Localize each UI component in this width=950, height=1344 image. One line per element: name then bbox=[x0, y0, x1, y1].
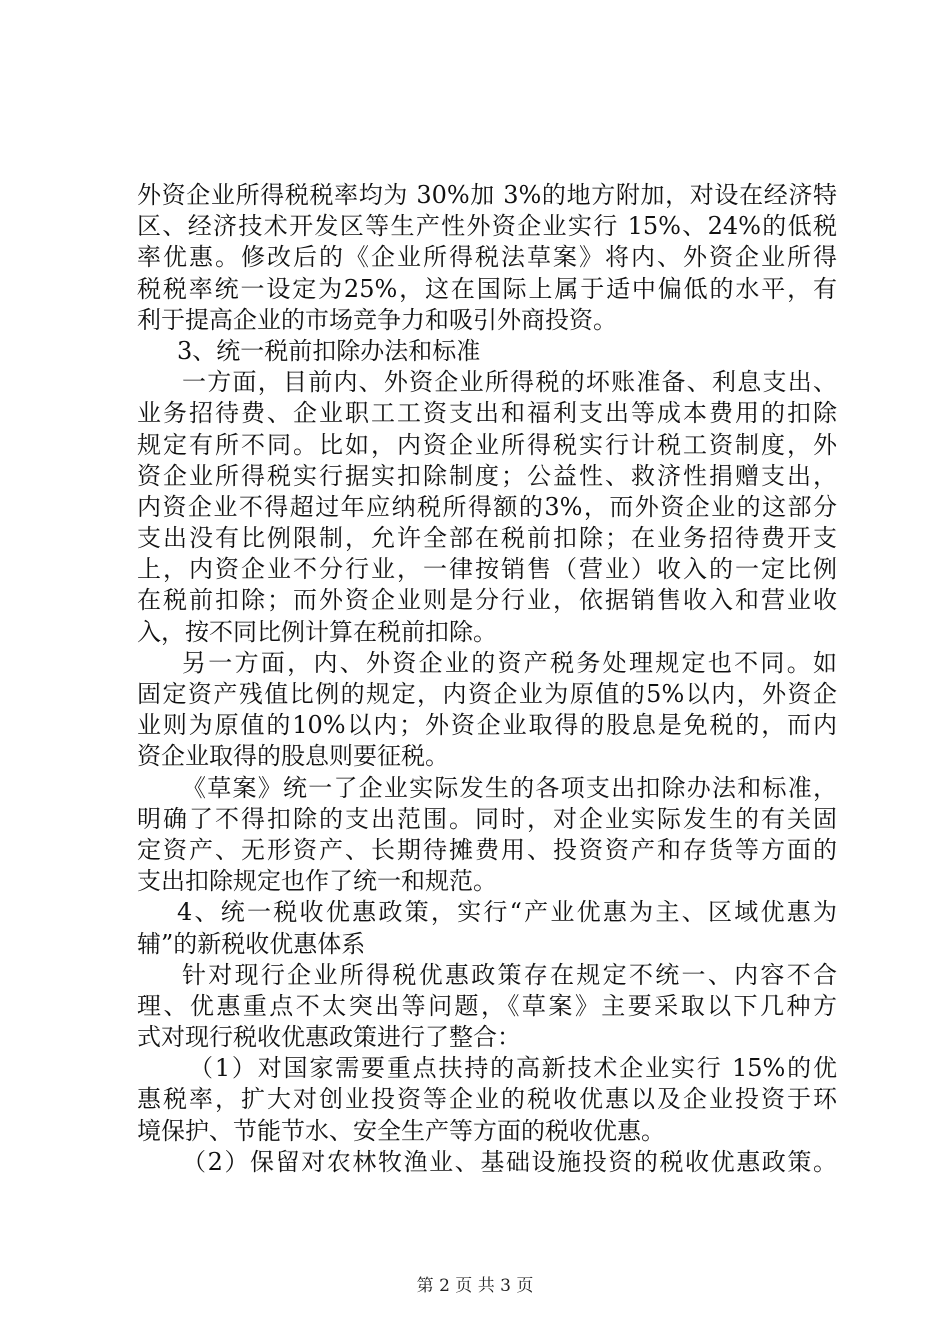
text-line: 一方面，目前内、外资企业所得税的坏账准备、利息支出、 bbox=[182, 368, 837, 397]
text-line: 上，内资企业不分行业，一律按销售（营业）收入的一定比例 bbox=[137, 555, 837, 584]
text-line: 资企业取得的股息则要征税。 bbox=[137, 742, 449, 771]
text-line: 区、经济技术开发区等生产性外资企业实行 15%、24%的低税 bbox=[137, 212, 837, 241]
text-line: 另一方面，内、外资企业的资产税务处理规定也不同。如 bbox=[182, 648, 837, 677]
text-line: 入，按不同比例计算在税前扣除。 bbox=[137, 617, 497, 646]
text-line: 支出扣除规定也作了统一和规范。 bbox=[137, 867, 497, 896]
text-line: 理、优惠重点不太突出等问题，《草案》主要采取以下几种方 bbox=[137, 991, 837, 1020]
text-line: 在税前扣除；而外资企业则是分行业，依据销售收入和营业收 bbox=[137, 586, 837, 615]
section-heading: 3、统一税前扣除办法和标准 bbox=[177, 336, 481, 365]
text-line: 定资产、无形资产、长期待摊费用、投资资产和存货等方面的 bbox=[137, 835, 837, 864]
text-line: 《草案》统一了企业实际发生的各项支出扣除办法和标准， bbox=[182, 773, 837, 802]
section-heading-continued: 辅”的新税收优惠体系 bbox=[137, 929, 366, 958]
text-line: 利于提高企业的市场竞争力和吸引外商投资。 bbox=[137, 305, 617, 334]
list-item: （2）保留对农林牧渔业、基础设施投资的税收优惠政策。 bbox=[182, 1147, 837, 1176]
text-line: 内资企业不得超过年应纳税所得额的3%，而外资企业的这部分 bbox=[137, 492, 837, 521]
text-line: 税税率统一设定为25%，这在国际上属于适中偏低的水平，有 bbox=[137, 274, 837, 303]
text-line: 式对现行税收优惠政策进行了整合： bbox=[137, 1023, 521, 1052]
list-item: （1）对国家需要重点扶持的高新技术企业实行 15%的优 bbox=[189, 1054, 837, 1083]
text-line: 率优惠。修改后的《企业所得税法草案》将内、外资企业所得 bbox=[137, 243, 837, 272]
text-line: 资企业所得税实行据实扣除制度；公益性、救济性捐赠支出， bbox=[137, 461, 837, 490]
text-line: 固定资产残值比例的规定，内资企业为原值的5%以内，外资企 bbox=[137, 680, 837, 708]
body-text bbox=[137, 180, 837, 1178]
text-line: 规定有所不同。比如，内资企业所得税实行计税工资制度，外 bbox=[137, 430, 837, 459]
text-line: 业则为原值的10%以内；外资企业取得的股息是免税的，而内 bbox=[137, 711, 837, 740]
text-line: 境保护、节能节水、安全生产等方面的税收优惠。 bbox=[137, 1116, 665, 1145]
text-line: 业务招待费、企业职工工资支出和福利支出等成本费用的扣除 bbox=[137, 399, 837, 428]
section-heading: 4、统一税收优惠政策，实行“产业优惠为主、区域优惠为 bbox=[177, 898, 837, 927]
text-line: 针对现行企业所得税优惠政策存在规定不统一、内容不合 bbox=[182, 960, 837, 989]
text-line: 外资企业所得税税率均为 30%加 3%的地方附加，对设在经济特 bbox=[137, 181, 837, 209]
page-footer: 第 2 页 共 3 页 bbox=[416, 1276, 534, 1296]
text-line: 支出没有比例限制，允许全部在税前扣除；在业务招待费开支 bbox=[137, 524, 837, 553]
text-line: 惠税率，扩大对创业投资等企业的税收优惠以及企业投资于环 bbox=[137, 1085, 837, 1114]
text-line: 明确了不得扣除的支出范围。同时，对企业实际发生的有关固 bbox=[137, 804, 837, 833]
